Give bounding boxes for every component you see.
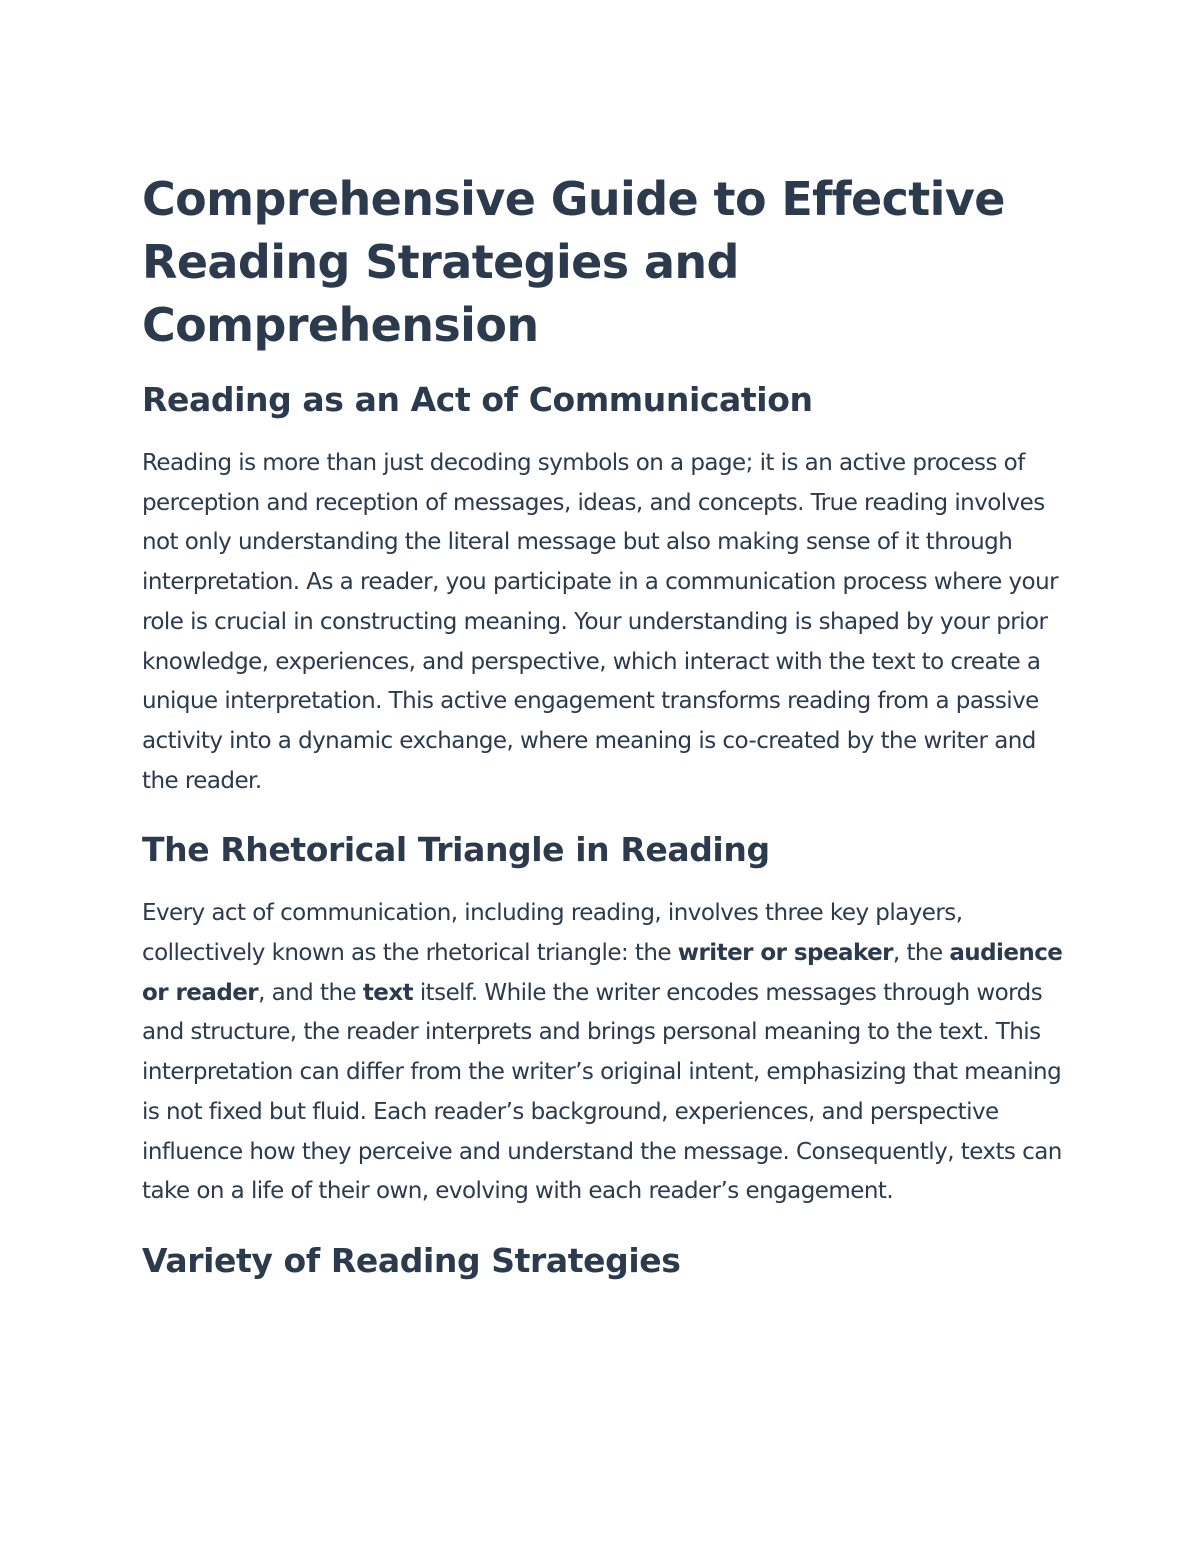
section-heading: Variety of Reading Strategies bbox=[142, 1240, 681, 1280]
document-title: Comprehensive Guide to Effective Reading Strategies and Comprehension bbox=[142, 172, 1005, 352]
section-paragraph bbox=[142, 894, 1067, 1212]
section-heading: Reading as an Act of Communication bbox=[142, 380, 813, 419]
text-run: itself. While the writer encodes messages through words and structure, the reader interprets and brings personal meaning to the text. This interpretation can differ from the writer’s original intent, emphasizing that meaning is not fixed but fluid. Each reader’s background, experiences, and perspective influence how they perceive and understand the message. Consequently, texts can take on a life of their own, evolving with each reader’s engagement. bbox=[142, 979, 1062, 1205]
text-run: , and the bbox=[258, 979, 363, 1006]
section-reading-strategies bbox=[142, 1239, 1067, 1283]
bold-term-writer: writer or speaker bbox=[677, 940, 893, 967]
text-run: Every act of communication, including reading, involves three key players, collectively known as the rhetorical triangle: the bbox=[142, 900, 963, 967]
section-communication bbox=[142, 378, 1067, 801]
section-rhetorical-triangle bbox=[142, 828, 1067, 1212]
bold-term-text: text bbox=[362, 979, 414, 1006]
document-page bbox=[142, 168, 1067, 1305]
section-heading: The Rhetorical Triangle in Reading bbox=[142, 830, 770, 870]
text-run: , the bbox=[892, 940, 950, 967]
section-paragraph: Reading is more than just decoding symbols on a page; it is an active process of perception and reception of messages, ideas, and concepts. True reading involves not only understanding the literal message but also making sense of it through interpretation. As a reader, you participate in a communication process where your role is crucial in constructing meaning. Your understanding is shaped by your prior knowledge, experiences, and perspective, which interact with the text to create a unique interpretation. This active engagement transforms reading from a passive activity into a dynamic exchange, where meaning is co-created by the writer and the reader. bbox=[142, 450, 1059, 794]
bold-term-audience: audience or reader bbox=[142, 940, 1063, 1006]
